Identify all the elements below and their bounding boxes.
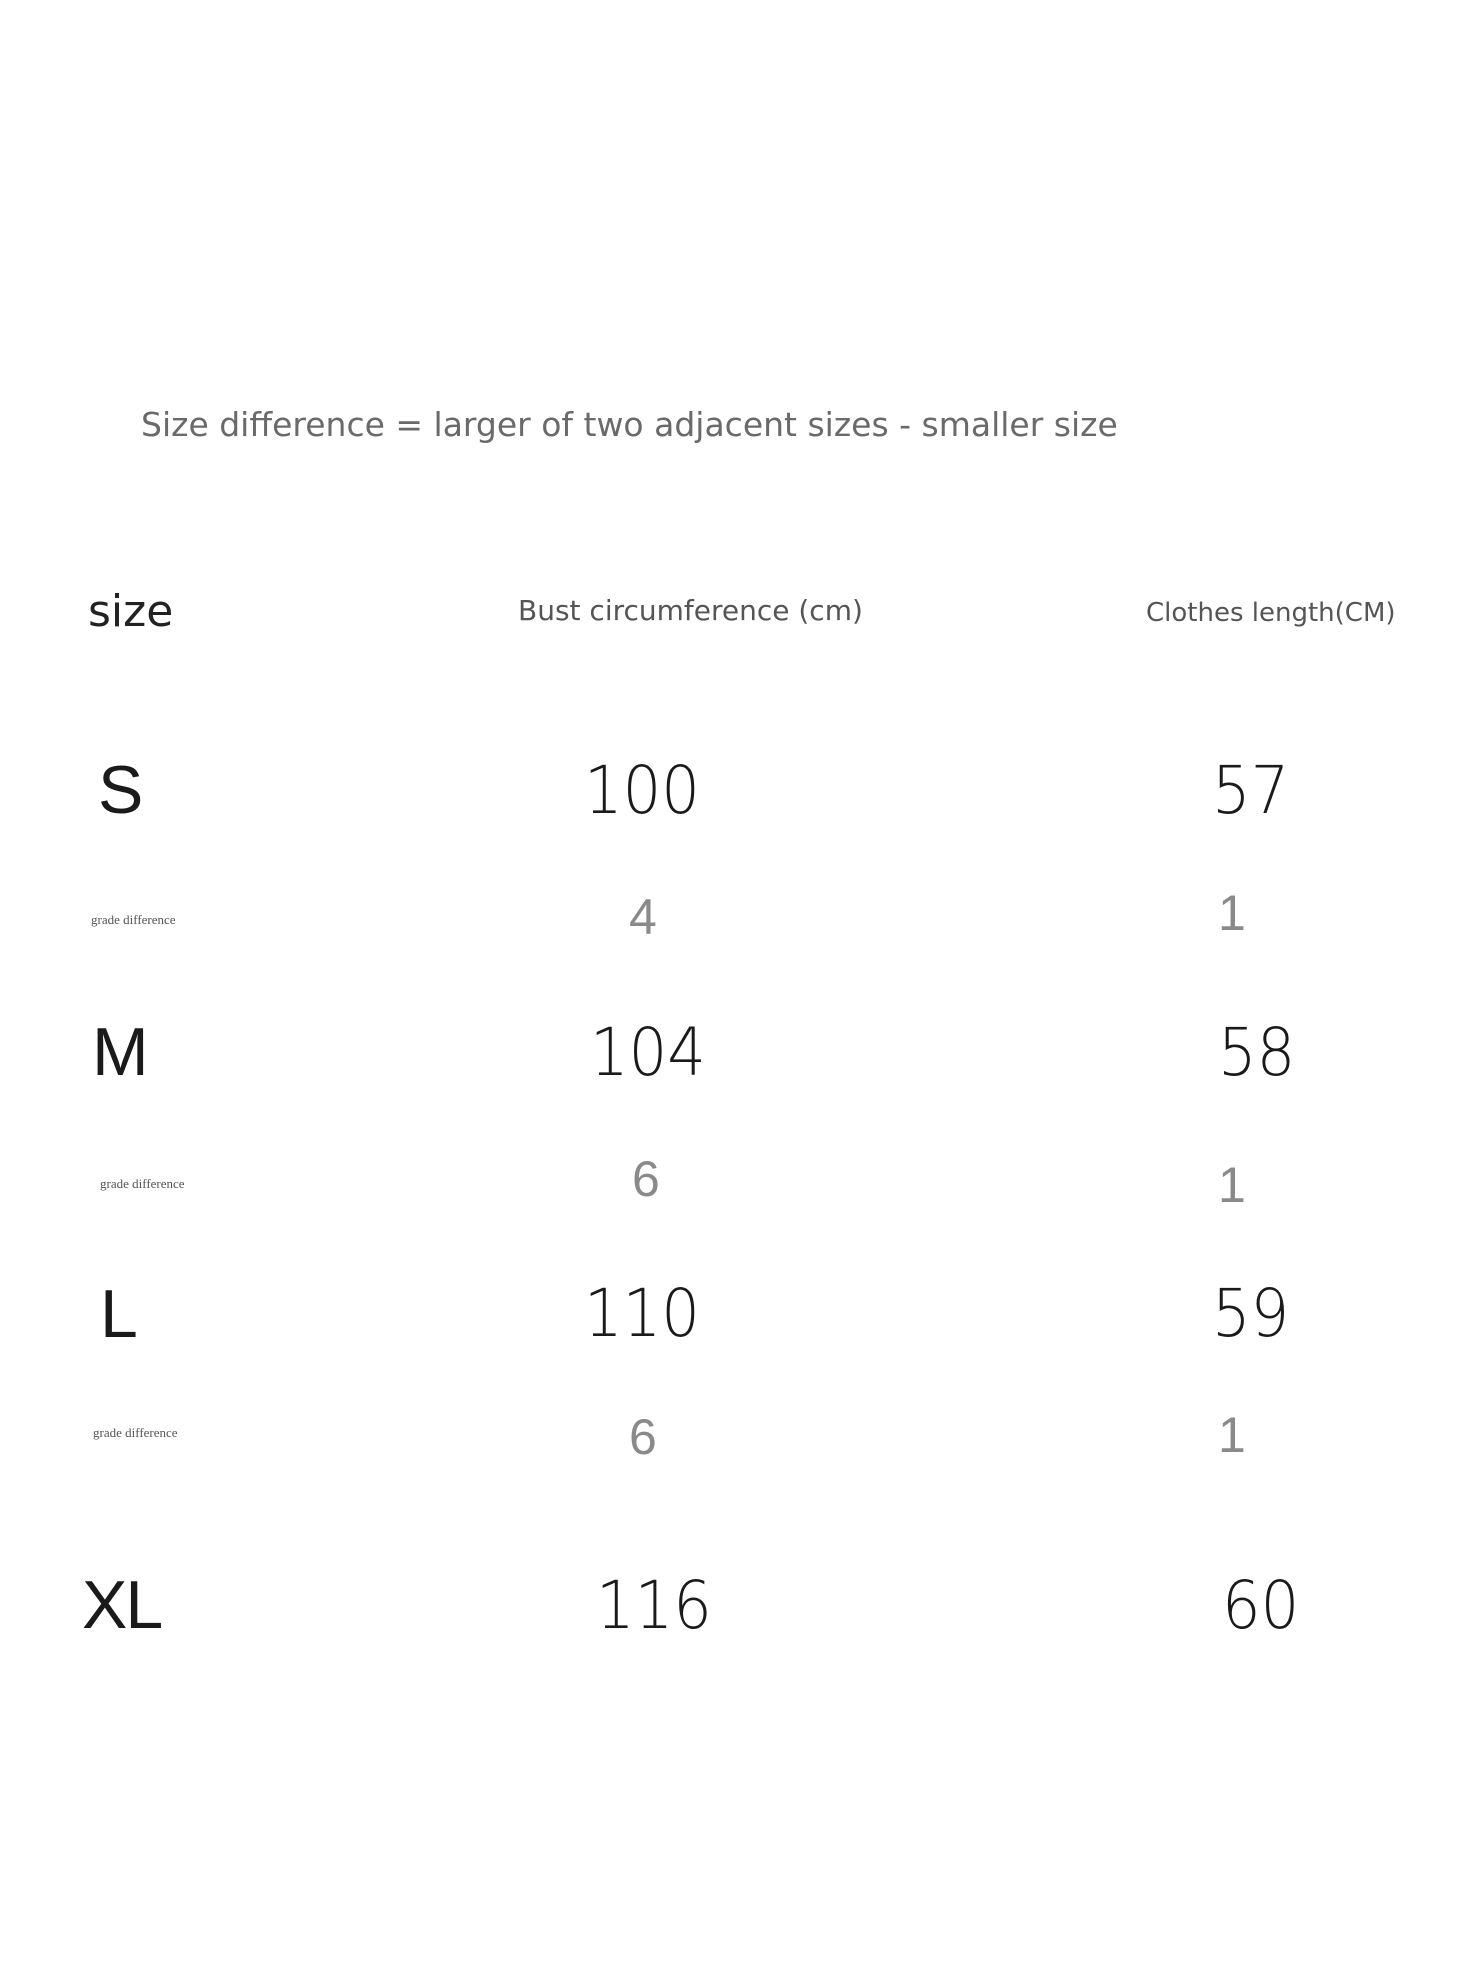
grade-difference-label: grade difference: [93, 1425, 178, 1440]
length-value-xl: 60: [1222, 1567, 1300, 1644]
header-bust-circumference: Bust circumference (cm): [518, 594, 863, 627]
bust-value-xl: 116: [596, 1567, 712, 1644]
header-size: size: [88, 586, 174, 637]
length-value-l: 59: [1212, 1275, 1290, 1352]
size-difference-note: Size difference = larger of two adjacent sizes - smaller size: [141, 405, 1118, 444]
size-label-xl: XL: [82, 1567, 162, 1643]
length-value-m: 58: [1218, 1014, 1296, 1091]
grade-difference-label: grade difference: [91, 912, 176, 927]
header-clothes-length: Clothes length(CM): [1146, 598, 1396, 628]
size-label-s: S: [98, 752, 142, 828]
bust-difference-s-m: 4: [629, 889, 657, 945]
length-difference-s-m: 1: [1218, 885, 1246, 941]
bust-difference-l-xl: 6: [629, 1409, 657, 1465]
length-value-s: 57: [1212, 752, 1290, 829]
bust-value-s: 100: [584, 752, 700, 829]
length-difference-l-xl: 1: [1218, 1407, 1246, 1463]
bust-value-l: 110: [584, 1275, 700, 1352]
length-difference-m-l: 1: [1218, 1157, 1246, 1213]
bust-value-m: 104: [590, 1014, 706, 1091]
size-label-m: M: [92, 1014, 147, 1090]
grade-difference-label: grade difference: [100, 1176, 185, 1191]
bust-difference-m-l: 6: [632, 1151, 660, 1207]
size-label-l: L: [100, 1276, 136, 1352]
